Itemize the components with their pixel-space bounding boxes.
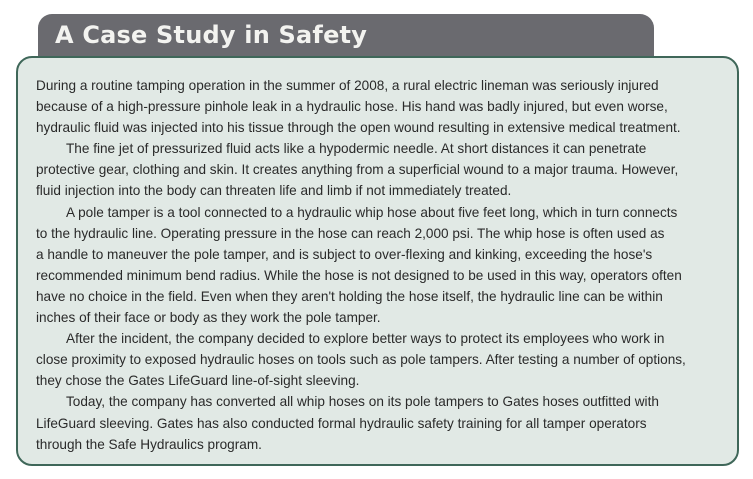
text-line: LifeGuard sleeving. Gates has also conducted formal hydraulic safety training for all tamper operators [36, 415, 647, 431]
text-line: through the Safe Hydraulics program. [36, 436, 262, 452]
text-line: A pole tamper is a tool connected to a hydraulic whip hose about five feet long, which in turn connects [66, 204, 678, 220]
paragraph-after-incident [36, 328, 737, 391]
text-line: hydraulic fluid was injected into his tissue through the open wound resulting in extensive medical treatment. [36, 120, 681, 136]
text-line: have no choice in the field. Even when they aren't holding the hose itself, the hydraulic line can be within [36, 288, 663, 304]
article-card [16, 56, 739, 466]
text-line: to the hydraulic line. Operating pressure in the hose can reach 2,000 psi. The whip hose is often used as [36, 225, 665, 241]
text-line: they chose the Gates LifeGuard line-of-sight sleeving. [36, 373, 360, 389]
text-line: The fine jet of pressurized fluid acts like a hypodermic needle. At short distances it can penetrate [66, 141, 647, 157]
text-line: During a routine tamping operation in the summer of 2008, a rural electric lineman was seriously injured [36, 78, 659, 93]
text-line: fluid injection into the body can threaten life and limb if not immediately treated. [36, 183, 512, 199]
text-line: close proximity to exposed hydraulic hoses on tools such as pole tampers. After testing a number of options, [36, 352, 686, 368]
text-line: a handle to maneuver the pole tamper, and is subject to over-flexing and kinking, exceeding the hose's [36, 246, 653, 262]
text-line: inches of their face or body as they work the pole tamper. [36, 310, 381, 326]
paragraph-today [36, 391, 737, 454]
paragraph-incident [36, 75, 737, 138]
text-line: protective gear, clothing and skin. It creates anything from a superficial wound to a major trauma. However, [36, 162, 679, 178]
text-line: After the incident, the company decided to explore better ways to protect its employees who work in [66, 331, 665, 347]
page-title: A Case Study in Safety [55, 21, 368, 49]
text-line: because of a high-pressure pinhole leak in a hydraulic hose. His hand was badly injured, but even worse, [36, 99, 668, 115]
text-line: recommended minimum bend radius. While the hose is not designed to be used in this way, operators often [36, 267, 682, 283]
paragraph-fluid-jet [36, 138, 737, 201]
paragraph-pole-tamper [36, 202, 737, 329]
text-line: Today, the company has converted all whip hoses on its pole tampers to Gates hoses outfitted with [66, 394, 659, 410]
